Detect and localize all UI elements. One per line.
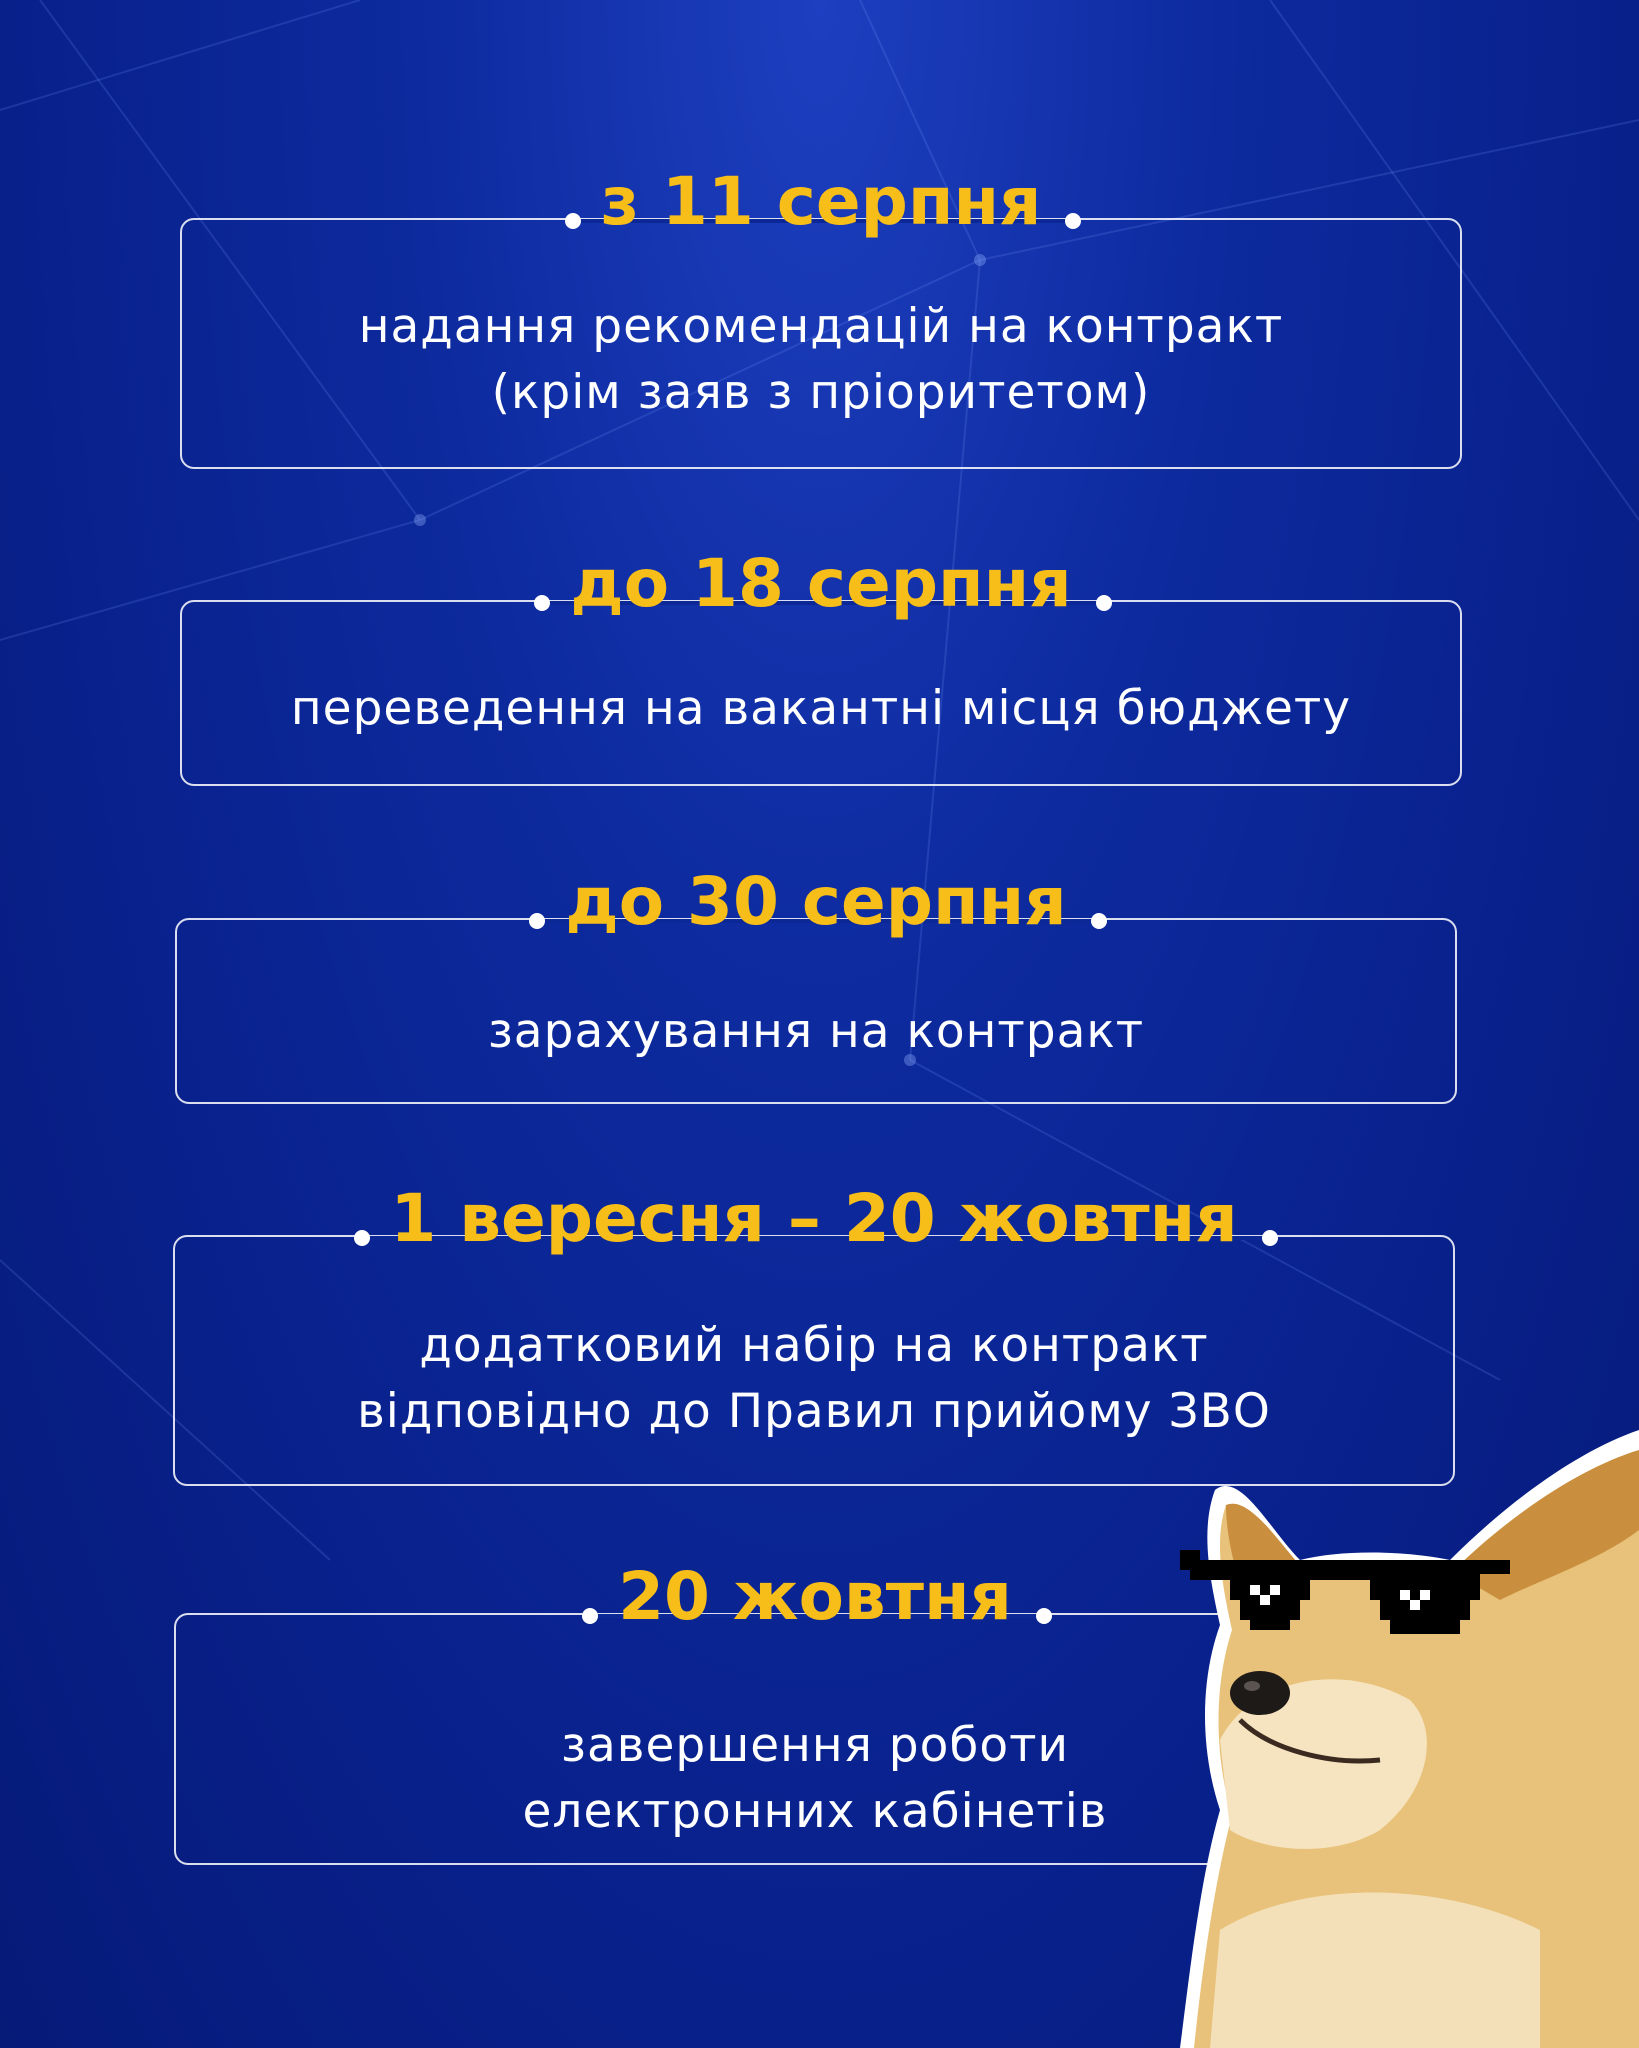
description [182,676,1460,742]
description-line: зарахування на контракт [487,1004,1145,1059]
bullet-dot-right [1091,913,1107,929]
card-header [182,545,1460,622]
description [182,294,1460,426]
bullet-dot-right [1065,213,1081,229]
timeline-card-2 [180,545,1462,786]
date-label: 20 жовтня [618,1558,1012,1635]
bullet-dot-right [1096,595,1112,611]
timeline-card-3 [175,863,1457,1104]
bullet-dot-right [1036,1608,1052,1624]
description-line: додатковий набір на контракт [419,1318,1209,1373]
description-line: відповідно до Правил прийому ЗВО [357,1384,1271,1439]
card-header [175,1180,1453,1257]
date-label: з 11 серпня [600,163,1042,240]
doge-sunglasses-illustration [1180,1410,1639,2048]
date-label: 1 вересня – 20 жовтня [390,1180,1238,1257]
card-header [182,163,1460,240]
description-line: переведення на вакантні місця бюджету [290,681,1352,736]
bullet-dot-right [1262,1230,1278,1246]
date-label: до 18 серпня [570,545,1072,622]
description-line: (крім заяв з пріоритетом) [491,365,1151,420]
date-label: до 30 серпня [565,863,1067,940]
description-line: завершення роботи [560,1718,1070,1773]
timeline-card-1 [180,163,1462,469]
description [177,999,1455,1065]
card-header [177,863,1455,940]
description-line: електронних кабінетів [522,1784,1108,1839]
description-line: надання рекомендацій на контракт [358,299,1284,354]
